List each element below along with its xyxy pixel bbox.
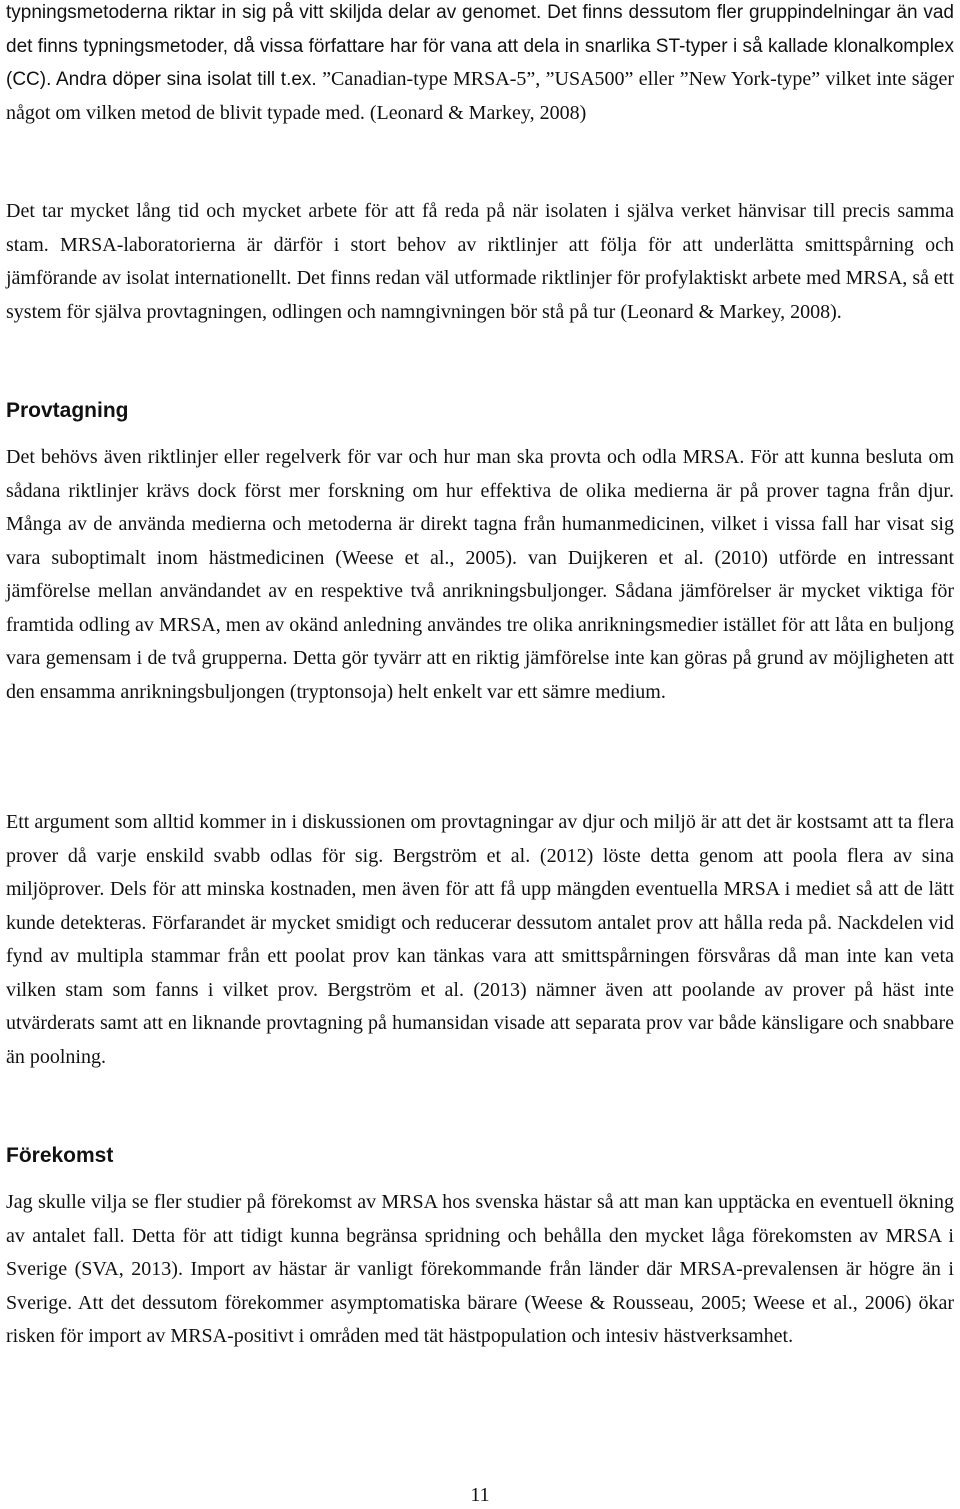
paragraph-guidelines: Det tar mycket lång tid och mycket arbete för att få reda på när isolaten i själva verket hänvisar till precis samma stam. MRSA-laboratorierna är därför i stort behov av riktlinjer att följa för att underlätta smittspårning och jämförande av isolat internationellt. Det finns redan väl utformade riktlinjer för profylaktiskt arbete med MRSA, så ett system för själva provtagningen, odlingen och namngivningen bör stå på tur (Leonard & Markey, 2008). [6,200,954,323]
paragraph-sampling: Det behövs även riktlinjer eller regelverk för var och hur man ska provta och odla MRSA. För att kunna besluta om sådana riktlinjer krävs dock först mer forskning om hur effektiva de olika medierna är på prover tagna från djur. Många av de använda medierna och metoderna är direkt tagna från humanmedicinen, vilket i vissa fall har visat sig vara suboptimalt inom hästmedicinen (Weese et al., 2005). van Duijkeren et al. (2010) utförde en intressant jämförelse mellan användandet av en respektive två anrikningsbuljonger. Sådana jämförelser är mycket viktiga för framtida odling av MRSA, men av okänd anledning användes tre olika anrikningsmedier istället för att låta en buljong vara gemensam i de två grupperna. Detta gör tyvärr att en riktig jämförelse inte kan göras på grund av möjligheten att den ensamma anrikningsbuljongen (tryptonsoja) helt enkelt var ett sämre medium. [6,446,954,703]
paragraph-typing-methods [6,0,954,130]
page-number: 11 [470,1484,490,1506]
paragraph-typing-methods-serif: ”Canadian-type MRSA-5”, ”USA500” eller ”New York-type” vilket inte säger något om vilken metod de blivit typade med. (Leonard & Markey, 2008) [6,68,954,124]
paragraph-typing-methods-sans: typningsmetoderna riktar in sig på vitt skiljda delar av genomet. Det finns dessutom fler gruppindelningar än vad det finns typningsmetoder, då vissa författare har för vana att dela in snarlika ST-typer i så kallade klonalkomplex (CC). Andra döper sina isolat till t.ex. [6,2,954,90]
heading-forekomst: Förekomst [6,1144,114,1167]
paragraph-pooling: Ett argument som alltid kommer in i diskussionen om provtagningar av djur och miljö är att det är kostsamt att ta flera prover då varje enskild svabb odlas för sig. Bergström et al. (2012) löste detta genom att poola flera av sina miljöprover. Dels för att minska kostnaden, men även för att få upp mängden eventuella MRSA i mediet så att de lätt kunde detekteras. Förfarandet är mycket smidigt och reducerar dessutom antalet prov att hålla reda på. Nackdelen vid fynd av multipla stammar från ett poolat prov kan tänkas vara att smittspårningen försvåras då man inte kan veta vilken stam som fanns i vilket prov. Bergström et al. (2013) nämner även att poolande av prover på häst inte utvärderats samt att en liknande provtagning på humansidan visade att separata prov var både känsligare och snabbare än poolning. [6,811,954,1068]
paragraph-occurrence: Jag skulle vilja se fler studier på förekomst av MRSA hos svenska hästar så att man kan upptäcka en eventuell ökning av antalet fall. Detta för att tidigt kunna begränsa spridning och behålla den mycket låga förekomsten av MRSA i Sverige (SVA, 2013). Import av hästar är vanligt förekommande från länder där MRSA-prevalensen är högre än i Sverige. Att det dessutom förekommer asymptomatiska bärare (Weese & Rousseau, 2005; Weese et al., 2006) ökar risken för import av MRSA-positivt i områden med tät hästpopulation och intesiv hästverksamhet. [6,1191,954,1347]
heading-provtagning: Provtagning [6,399,129,422]
